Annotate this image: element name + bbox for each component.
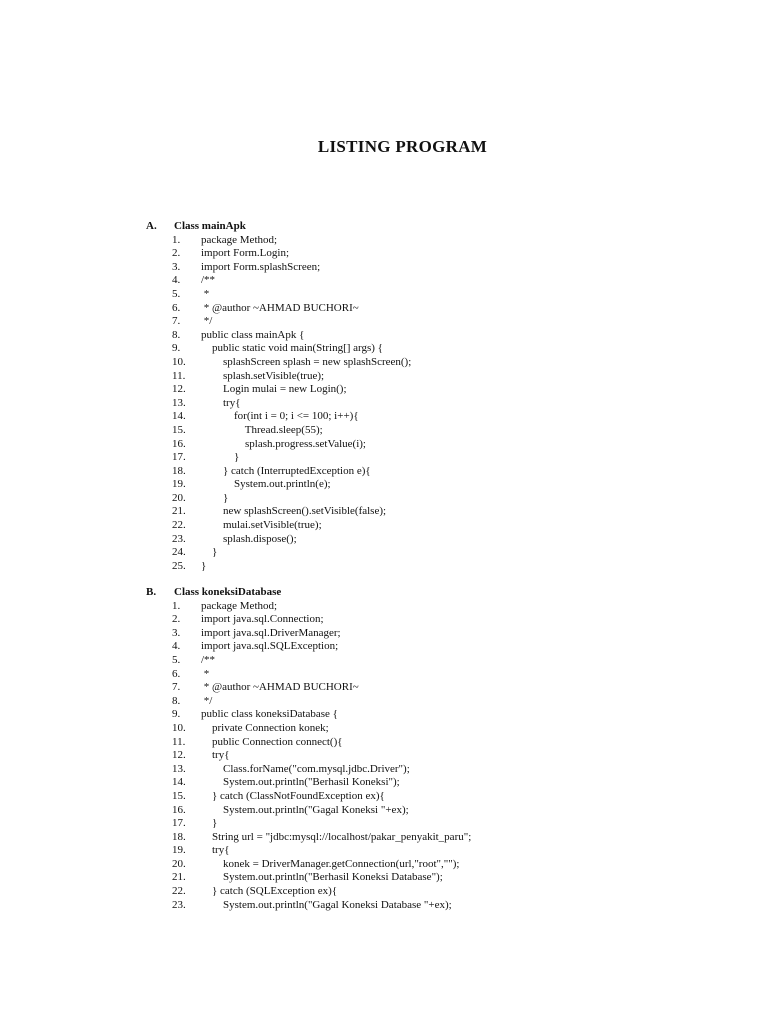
line-code: * @author ~AHMAD BUCHORI~ bbox=[201, 681, 359, 694]
code-line bbox=[0, 613, 768, 627]
code-line bbox=[0, 329, 768, 343]
section-main-apk bbox=[0, 220, 768, 573]
line-number: 9. bbox=[172, 708, 181, 721]
line-number: 16. bbox=[172, 437, 186, 450]
code-line bbox=[0, 654, 768, 668]
code-line bbox=[0, 858, 768, 872]
line-number: 24. bbox=[172, 546, 186, 559]
line-code: import Form.Login; bbox=[201, 247, 289, 260]
line-code: public static void main(String[] args) { bbox=[201, 342, 383, 355]
code-line bbox=[0, 234, 768, 248]
line-number: 12. bbox=[172, 749, 186, 762]
line-code: * bbox=[201, 667, 210, 680]
line-number: 1. bbox=[172, 599, 181, 612]
code-line bbox=[0, 519, 768, 533]
code-line bbox=[0, 533, 768, 547]
line-number: 11. bbox=[172, 369, 186, 382]
line-number: 5. bbox=[172, 287, 181, 300]
line-code: * @author ~AHMAD BUCHORI~ bbox=[201, 301, 359, 314]
line-code: System.out.println("Berhasil Koneksi Database"); bbox=[201, 871, 443, 884]
line-code: } bbox=[201, 491, 229, 504]
code-line bbox=[0, 776, 768, 790]
line-code: try{ bbox=[201, 844, 230, 857]
code-line bbox=[0, 844, 768, 858]
line-number: 22. bbox=[172, 885, 186, 898]
section-heading: Class koneksiDatabase bbox=[174, 586, 282, 598]
code-line bbox=[0, 600, 768, 614]
line-number: 15. bbox=[172, 423, 186, 436]
code-line bbox=[0, 492, 768, 506]
code-line bbox=[0, 736, 768, 750]
line-code: System.out.println("Berhasil Koneksi"); bbox=[201, 776, 400, 789]
line-code: import java.sql.DriverManager; bbox=[201, 626, 341, 639]
line-code: import java.sql.Connection; bbox=[201, 613, 324, 626]
code-line bbox=[0, 342, 768, 356]
section-koneksi-database bbox=[0, 586, 768, 912]
line-number: 8. bbox=[172, 328, 181, 341]
line-code: package Method; bbox=[201, 233, 278, 246]
line-number: 6. bbox=[172, 301, 181, 314]
line-number: 25. bbox=[172, 559, 186, 572]
line-number: 1. bbox=[172, 233, 181, 246]
line-code: } bbox=[201, 451, 240, 464]
code-line bbox=[0, 424, 768, 438]
line-code: mulai.setVisible(true); bbox=[201, 519, 322, 532]
section-letter: A. bbox=[146, 220, 157, 232]
line-code: public class koneksiDatabase { bbox=[201, 708, 338, 721]
line-code: splash.progress.setValue(i); bbox=[201, 437, 366, 450]
line-number: 13. bbox=[172, 396, 186, 409]
code-line bbox=[0, 247, 768, 261]
line-number: 20. bbox=[172, 491, 186, 504]
line-number: 20. bbox=[172, 857, 186, 870]
line-number: 17. bbox=[172, 451, 186, 464]
code-line bbox=[0, 627, 768, 641]
code-listing bbox=[0, 234, 768, 574]
line-number: 2. bbox=[172, 613, 181, 626]
section-header bbox=[0, 586, 768, 600]
line-code: public Connection connect(){ bbox=[201, 735, 343, 748]
line-code: splash.dispose(); bbox=[201, 532, 297, 545]
line-code: new splashScreen().setVisible(false); bbox=[201, 505, 387, 518]
line-number: 21. bbox=[172, 871, 186, 884]
line-code: System.out.println("Gagal Koneksi Database "+ex); bbox=[201, 898, 452, 911]
code-line bbox=[0, 370, 768, 384]
line-number: 9. bbox=[172, 342, 181, 355]
code-line bbox=[0, 261, 768, 275]
code-line bbox=[0, 505, 768, 519]
code-line bbox=[0, 681, 768, 695]
line-code: Thread.sleep(55); bbox=[201, 423, 323, 436]
line-number: 18. bbox=[172, 830, 186, 843]
line-code: */ bbox=[201, 315, 213, 328]
line-code: System.out.println(e); bbox=[201, 478, 331, 491]
line-code: */ bbox=[201, 694, 213, 707]
line-code: } catch (InterruptedException e){ bbox=[201, 464, 371, 477]
line-number: 19. bbox=[172, 844, 186, 857]
line-number: 15. bbox=[172, 789, 186, 802]
code-line bbox=[0, 817, 768, 831]
line-number: 8. bbox=[172, 694, 181, 707]
code-line bbox=[0, 397, 768, 411]
line-code: /** bbox=[201, 274, 216, 287]
line-number: 19. bbox=[172, 478, 186, 491]
code-line bbox=[0, 438, 768, 452]
page-title: LISTING PROGRAM bbox=[317, 137, 488, 156]
code-line bbox=[0, 790, 768, 804]
line-code: } catch (SQLException ex){ bbox=[201, 885, 338, 898]
code-line bbox=[0, 288, 768, 302]
code-line bbox=[0, 763, 768, 777]
line-number: 6. bbox=[172, 667, 181, 680]
line-number: 5. bbox=[172, 653, 181, 666]
code-line bbox=[0, 383, 768, 397]
line-number: 3. bbox=[172, 260, 181, 273]
line-code: } bbox=[201, 817, 218, 830]
code-line bbox=[0, 478, 768, 492]
line-number: 10. bbox=[172, 355, 186, 368]
code-line bbox=[0, 885, 768, 899]
line-number: 4. bbox=[172, 274, 181, 287]
line-code: for(int i = 0; i <= 100; i++){ bbox=[201, 410, 359, 423]
line-number: 12. bbox=[172, 383, 186, 396]
code-line bbox=[0, 274, 768, 288]
line-code: } bbox=[201, 546, 218, 559]
code-line bbox=[0, 708, 768, 722]
line-number: 23. bbox=[172, 898, 186, 911]
line-code: public class mainApk { bbox=[201, 328, 305, 341]
line-number: 22. bbox=[172, 519, 186, 532]
line-code: try{ bbox=[201, 396, 241, 409]
line-number: 14. bbox=[172, 776, 186, 789]
code-line bbox=[0, 451, 768, 465]
line-code: Class.forName("com.mysql.jdbc.Driver"); bbox=[201, 762, 410, 775]
line-number: 3. bbox=[172, 626, 181, 639]
code-line bbox=[0, 831, 768, 845]
section-heading: Class mainApk bbox=[174, 220, 246, 232]
line-number: 7. bbox=[172, 681, 181, 694]
line-number: 21. bbox=[172, 505, 186, 518]
code-line bbox=[0, 899, 768, 913]
line-number: 13. bbox=[172, 762, 186, 775]
code-line bbox=[0, 560, 768, 574]
code-listing bbox=[0, 600, 768, 913]
code-line bbox=[0, 315, 768, 329]
line-code: /** bbox=[201, 653, 216, 666]
code-line bbox=[0, 722, 768, 736]
section-header bbox=[0, 220, 768, 234]
line-code: package Method; bbox=[201, 599, 278, 612]
line-number: 2. bbox=[172, 247, 181, 260]
line-code: try{ bbox=[201, 749, 230, 762]
line-code: splashScreen splash = new splashScreen(); bbox=[201, 355, 412, 368]
code-line bbox=[0, 749, 768, 763]
line-code: private Connection konek; bbox=[201, 721, 329, 734]
line-number: 4. bbox=[172, 640, 181, 653]
section-letter: B. bbox=[146, 586, 157, 598]
code-line bbox=[0, 804, 768, 818]
line-number: 18. bbox=[172, 464, 186, 477]
line-number: 10. bbox=[172, 721, 186, 734]
line-code: import java.sql.SQLException; bbox=[201, 640, 339, 653]
code-line bbox=[0, 410, 768, 424]
line-code: * bbox=[201, 287, 210, 300]
line-number: 23. bbox=[172, 532, 186, 545]
line-number: 11. bbox=[172, 735, 186, 748]
line-code: Login mulai = new Login(); bbox=[201, 383, 347, 396]
code-line bbox=[0, 640, 768, 654]
code-line bbox=[0, 356, 768, 370]
line-code: konek = DriverManager.getConnection(url,"root",""); bbox=[201, 857, 460, 870]
code-line bbox=[0, 465, 768, 479]
code-line bbox=[0, 546, 768, 560]
line-code: splash.setVisible(true); bbox=[201, 369, 325, 382]
line-code: } bbox=[201, 559, 207, 572]
line-code: String url = "jdbc:mysql://localhost/pakar_penyakit_paru"; bbox=[201, 830, 472, 843]
code-line bbox=[0, 668, 768, 682]
code-line bbox=[0, 871, 768, 885]
line-code: import Form.splashScreen; bbox=[201, 260, 321, 273]
code-line bbox=[0, 695, 768, 709]
line-number: 14. bbox=[172, 410, 186, 423]
line-code: System.out.println("Gagal Koneksi "+ex); bbox=[201, 803, 409, 816]
line-number: 17. bbox=[172, 817, 186, 830]
line-number: 7. bbox=[172, 315, 181, 328]
line-code: } catch (ClassNotFoundException ex){ bbox=[201, 789, 385, 802]
line-number: 16. bbox=[172, 803, 186, 816]
code-line bbox=[0, 302, 768, 316]
